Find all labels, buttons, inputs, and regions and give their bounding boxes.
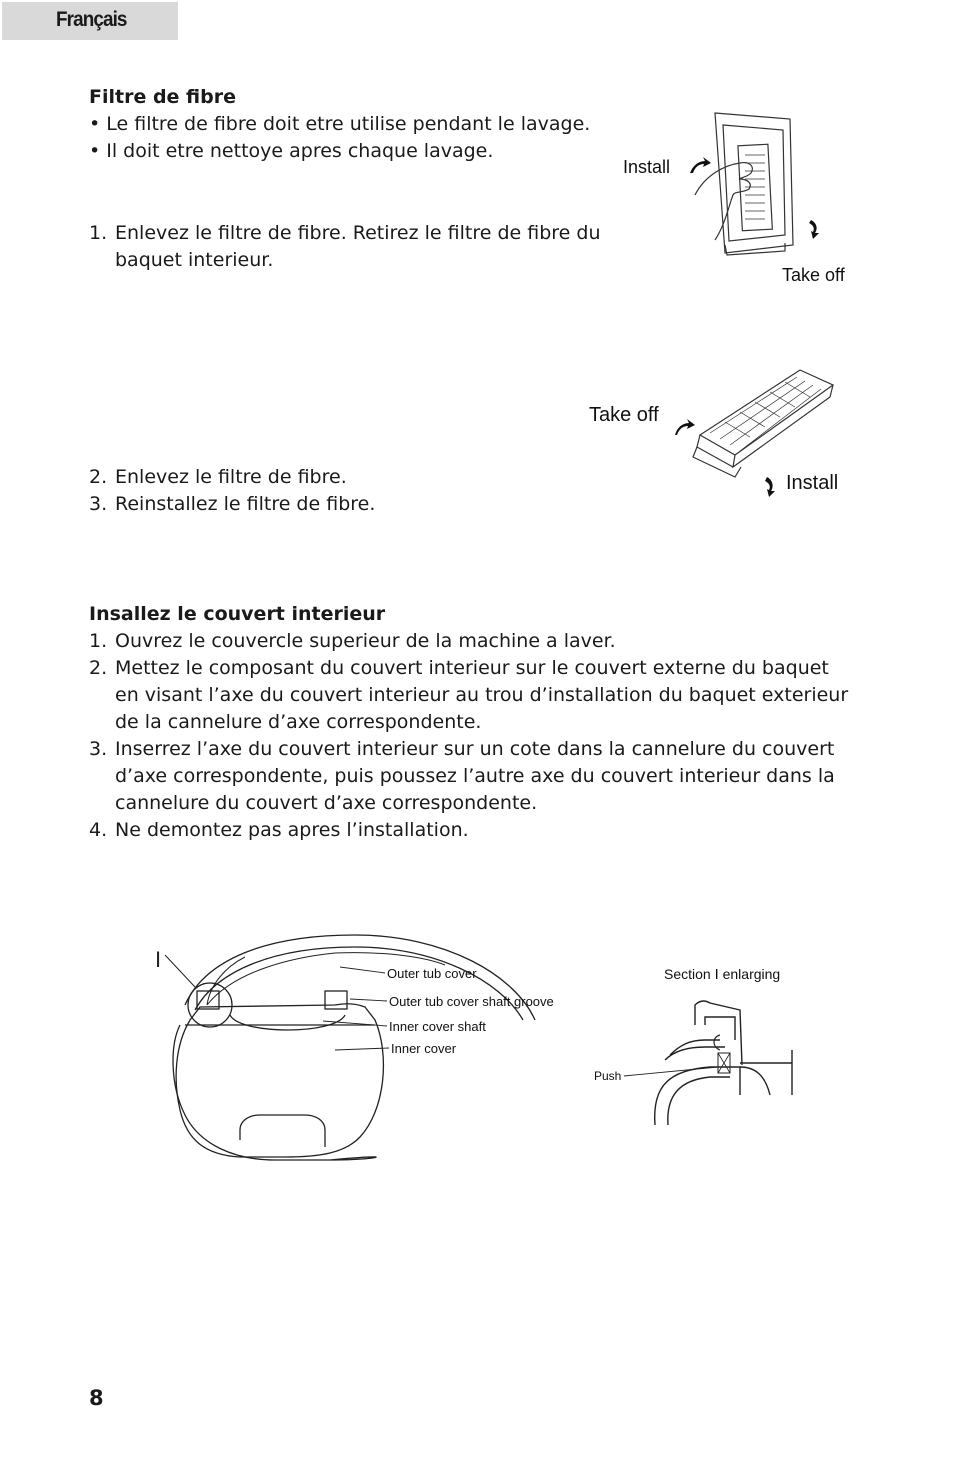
filter-cartridge-figure <box>585 355 865 505</box>
step-number: 4. <box>89 819 108 841</box>
step-line: Inserrez l’axe du couvert interieur sur un cote dans la cannelure du couvert <box>115 738 835 760</box>
step-number: 3. <box>89 738 108 760</box>
push-leader <box>624 1067 718 1076</box>
filter-mesh <box>745 155 765 219</box>
filter-body <box>738 144 772 230</box>
section-enlarging-diagram <box>590 955 820 1130</box>
inner-cover-diagram <box>145 925 565 1170</box>
install-arrow-icon <box>690 157 711 173</box>
leader-inner-cover <box>335 1048 389 1050</box>
take-off-arrow-icon <box>809 220 819 239</box>
step-number: 2. <box>89 466 108 488</box>
language-label: Français <box>56 8 127 31</box>
take-off-arrow-icon <box>675 419 695 435</box>
filter-side-face <box>733 385 833 467</box>
shaft-groove-profile <box>705 1017 735 1040</box>
inner-cover-heading: Insallez le couvert interieur <box>89 603 386 625</box>
filter-grid-lines <box>710 377 821 451</box>
filter-removal-figure <box>615 105 865 295</box>
page-number: 8 <box>89 1386 104 1410</box>
inner-cover-step-4 <box>89 817 848 844</box>
step-number: 3. <box>89 493 108 515</box>
fiber-step-1 <box>89 220 601 274</box>
install-label: Install <box>623 157 671 177</box>
fiber-filter-heading: Filtre de fibre <box>89 86 236 108</box>
step-number: 2. <box>89 657 108 679</box>
section-i-leader <box>165 955 195 987</box>
step-line: Mettez le composant du couvert interieur sur le couvert externe du baquet <box>115 657 829 679</box>
shaft-cross <box>718 1053 730 1073</box>
cover-top-recess <box>230 1015 345 1030</box>
label-inner-cover: Inner cover <box>391 1041 457 1056</box>
section-title: Section Ⅰ enlarging <box>664 966 781 982</box>
bullet-2: • Il doit etre nettoye apres chaque lavage. <box>89 140 494 162</box>
label-inner-cover-shaft: Inner cover shaft <box>389 1019 486 1034</box>
leader-shaft-groove <box>350 999 387 1001</box>
take-off-label: Take off <box>782 265 845 285</box>
label-outer-tub-cover-shaft-groove: Outer tub cover shaft groove <box>389 994 554 1009</box>
inner-cover-step-3 <box>89 736 848 817</box>
label-outer-tub-cover: Outer tub cover <box>387 966 477 981</box>
bullet-1: • Le filtre de fibre doit etre utilise pendant le lavage. <box>89 113 591 135</box>
fiber-steps-2-3 <box>89 464 375 518</box>
take-off-label: Take off <box>589 404 659 426</box>
inner-cover-profile-inner <box>668 1077 730 1125</box>
step-line: cannelure du couvert d’axe correspondente. <box>115 792 538 814</box>
filter-grid-cross <box>725 382 810 437</box>
step-line: baquet interieur. <box>115 249 274 271</box>
inner-cover-steps <box>89 628 848 844</box>
install-label: Install <box>786 472 839 494</box>
install-arrow-icon <box>765 477 775 497</box>
step-line: Enlevez le filtre de fibre. Retirez le filtre de fibre du <box>115 222 601 244</box>
push-label: Push <box>594 1069 622 1083</box>
tub-rim-lower <box>665 1047 725 1060</box>
right-shaft-groove <box>325 991 347 1009</box>
step-line: en visant l’axe du couvert interieur au trou d’installation du baquet exterieur <box>115 684 849 706</box>
inner-cover-outline-shadow <box>173 1025 376 1160</box>
step-line: de la cannelure d’axe correspondente. <box>115 711 482 733</box>
step-line: Enlevez le filtre de fibre. <box>115 466 347 488</box>
tub-wall-panel <box>715 113 793 253</box>
step-number: 1. <box>89 630 108 652</box>
right-frame <box>740 1050 792 1095</box>
step-line: Ouvrez le couvercle superieur de la machine a laver. <box>115 630 616 652</box>
step-line: Ne demontez pas apres l’installation. <box>115 819 469 841</box>
section-marker: I <box>155 947 162 972</box>
push-direction-icon <box>714 1035 720 1050</box>
step-line: d’axe correspondente, puis poussez l’autre axe du couvert interieur dans la <box>115 765 835 787</box>
cover-handle-bottom <box>240 1115 325 1147</box>
step-number: 1. <box>89 222 108 244</box>
language-tab <box>2 2 178 40</box>
right-curve <box>740 1067 770 1095</box>
leader-outer-tub-cover <box>340 967 385 973</box>
filter-housing <box>723 125 785 241</box>
inner-cover-step-2 <box>89 655 848 736</box>
inner-cover-step-1 <box>89 628 848 655</box>
step-line: Reinstallez le filtre de fibre. <box>115 493 376 515</box>
